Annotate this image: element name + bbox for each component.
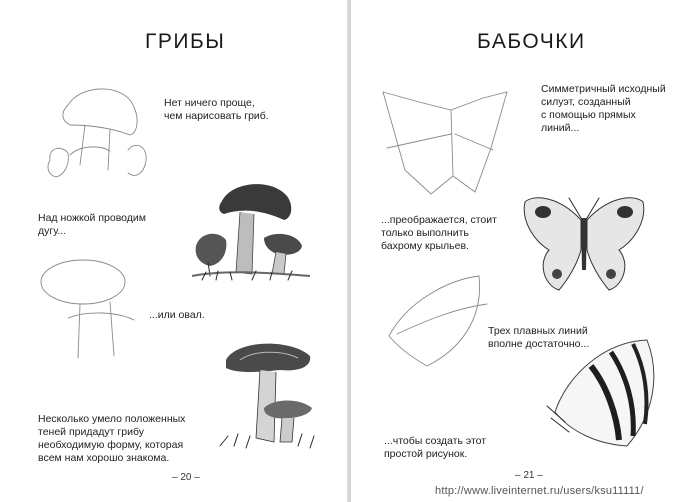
step2-text: ...или овал. [149,309,205,321]
butterfly-detailed-drawing [519,190,649,300]
step2-text-line2: вполне достаточно... [488,338,590,350]
intro-text-line4: линий... [541,122,580,134]
final-text-line4: всем нам хорошо знакома. [38,452,170,464]
left-page [0,0,348,502]
step1-text-line1: ...преображается, стоит [381,214,497,226]
mushroom-oval-sketch [38,258,148,368]
final-text-line1: ...чтобы создать этот [384,435,487,447]
intro-text-line2: силуэт, созданный [541,96,631,108]
butterfly-striped-wing-drawing [547,336,667,456]
page-title-mushrooms: ГРИБЫ [145,30,226,53]
final-text-line1: Несколько умело положенных [38,413,186,425]
intro-text-line1: Симметричный исходный [541,83,666,95]
page-number-left: – 20 – [172,472,200,483]
mushroom-arc-sketch [40,85,160,195]
final-text-line3: необходимую форму, которая [38,439,184,451]
intro-text-line3: с помощью прямых [541,109,636,121]
page-number-right: – 21 – [515,470,543,481]
mushrooms-shaded-drawing [192,176,312,286]
step1-text-line2: дугу... [38,225,67,237]
step1-text-line1: Над ножкой проводим [38,212,146,224]
step2-text-line1: Трех плавных линий [488,325,588,337]
butterfly-lines-sketch [383,88,513,198]
step1-text-line2: только выполнить [381,227,469,239]
final-text-line2: простой рисунок. [384,448,468,460]
mushroom-large-shaded-drawing [220,338,320,453]
final-text-line2: теней придадут грибу [38,426,144,438]
wing-curves-sketch [387,272,497,372]
intro-text-line1: Нет ничего проще, [164,97,255,109]
intro-text-line2: чем нарисовать гриб. [164,110,269,122]
right-page [351,0,699,502]
step1-text-line3: бахрому крыльев. [381,240,469,252]
page-title-butterflies: БАБОЧКИ [477,30,586,53]
watermark-url: http://www.liveinternet.ru/users/ksu11111/ [435,485,644,497]
